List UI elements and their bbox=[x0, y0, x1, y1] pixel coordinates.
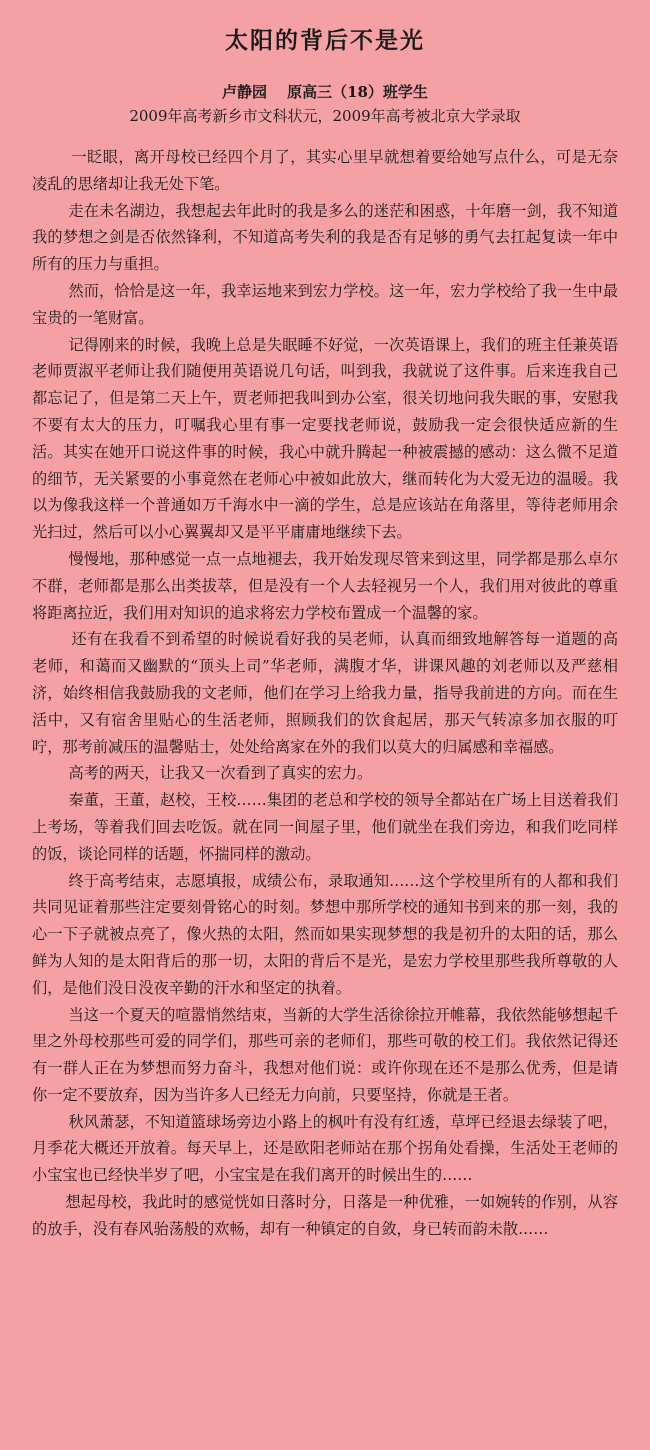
author-honor: 2009年高考新乡市文科状元，2009年高考被北京大学录取 bbox=[129, 107, 521, 125]
paragraph-11: 秋风萧瑟，不知道篮球场旁边小路上的枫叶有没有红透，草坪已经退去绿装了吧，月季花大概还开放着。每天早上，还是欧阳老师站在那个拐角处看操，生活处王老师的小宝宝也已经快半岁了吧，小宝宝是在我们离开的时候出生的…… bbox=[32, 1112, 618, 1185]
paragraph-3: 然而，恰恰是这一年，我幸运地来到宏力学校。这一年，宏力学校给了我一生中最宝贵的一笔财富。 bbox=[32, 281, 618, 327]
paragraph-2: 走在未名湖边，我想起去年此时的我是多么的迷茫和困惑，十年磨一剑，我不知道我的梦想之剑是否依然锋利，不知道高考失利的我是否有足够的勇气去扛起复读一年中所有的压力与重担。 bbox=[32, 201, 618, 274]
article-title: 太阳的背后不是光 bbox=[225, 27, 425, 54]
paragraph-6: 还有在我看不到希望的时候说看好我的吴老师，认真而细致地解答每一道题的高老师，和蔼而又幽默的“顶头上司”华老师，满腹才华，讲课风趣的刘老师以及严慈相济，始终相信我鼓励我的文老师，他们在学习上给我力量，指导我前进的方向。而在生活中，又有宿舍里贴心的生活老师，照顾我们的饮食起居，那天气转凉多加衣服的叮咛，那考前减压的温馨贴士，处处给离家在外的我们以莫大的归属感和幸福感。 bbox=[32, 630, 618, 756]
paragraph-10: 当这一个夏天的喧嚣悄然结束，当新的大学生活徐徐拉开帷幕，我依然能够想起千里之外母校那些可爱的同学们，那些可亲的老师们，那些可敬的校工们。我依然记得还有一群人正在为梦想而努力奋斗，我想对他们说：或许你现在还不是那么优秀，但是请你一定不要放弃，因为当许多人已经无力向前，只要坚持，你就是王者。 bbox=[32, 1005, 618, 1104]
author-class: 原高三（18）班学生 bbox=[287, 83, 428, 101]
paragraph-7: 高考的两天，让我又一次看到了真实的宏力。 bbox=[68, 764, 373, 783]
paragraph-8: 秦董，王董，赵校，王校……集团的老总和学校的领导全都站在广场上目送着我们上考场，等着我们回去吃饭。就在同一间屋子里，他们就坐在我们旁边，和我们吃同样的饭，谈论同样的话题，怀揣同样的激动。 bbox=[32, 791, 618, 863]
article-body bbox=[32, 144, 618, 1243]
paragraph-4: 记得刚来的时候，我晚上总是失眠睡不好觉，一次英语课上，我们的班主任兼英语老师贾淑平老师让我们随便用英语说几句话，叫到我，我就说了这件事。后来连我自己都忘记了，但是第二天上午，贾老师把我叫到办公室，很关切地问我失眠的事，安慰我不要有太大的压力，叮嘱我心里有事一定要找老师说，鼓励我一定会很快适应新的生活。其实在她开口说这件事的时候，我心中就升腾起一种被震撼的感动：这么微不足道的细节，无关紧要的小事竟然在老师心中被如此放大，继而转化为大爱无边的温暖。我以为像我这样一个普通如万千海水中一滴的学生，总是应该站在角落里，等待老师用余光扫过，然后可以小心翼翼却又是平平庸庸地继续下去。 bbox=[32, 335, 618, 542]
paragraph-1: 一眨眼，离开母校已经四个月了，其实心里早就想着要给她写点什么，可是无奈凌乱的思绪却让我无处下笔。 bbox=[32, 148, 618, 193]
paragraph-12: 想起母校，我此时的感觉恍如日落时分，日落是一种优雅，一如婉转的作别，从容的放手，没有春风骀荡般的欢畅，却有一种镇定的自敛，身已转而韵未散…… bbox=[32, 1193, 618, 1238]
paragraph-5: 慢慢地，那种感觉一点一点地褪去，我开始发现尽管来到这里，同学都是那么卓尔不群，老师都是那么出类拔萃，但是没有一个人去轻视另一个人，我们用对彼此的尊重将距离拉近，我们用对知识的追求将宏力学校布置成一个温馨的家。 bbox=[32, 549, 618, 622]
article-byline bbox=[32, 80, 618, 104]
paragraph-9: 终于高考结束，志愿填报，成绩公布，录取通知……这个学校里所有的人都和我们共同见证着那些注定要刻骨铭心的时刻。梦想中那所学校的通知书到来的那一刻，我的心一下子就被点亮了，像火热的太阳，然而如果实现梦想的我是初升的太阳的话，那么鲜为人知的是太阳背后的那一切，太阳的背后不是光，是宏力学校里那些我所尊敬的人们，是他们没日没夜辛勤的汗水和坚定的执着。 bbox=[32, 871, 618, 997]
author-name: 卢静园 bbox=[222, 83, 268, 101]
